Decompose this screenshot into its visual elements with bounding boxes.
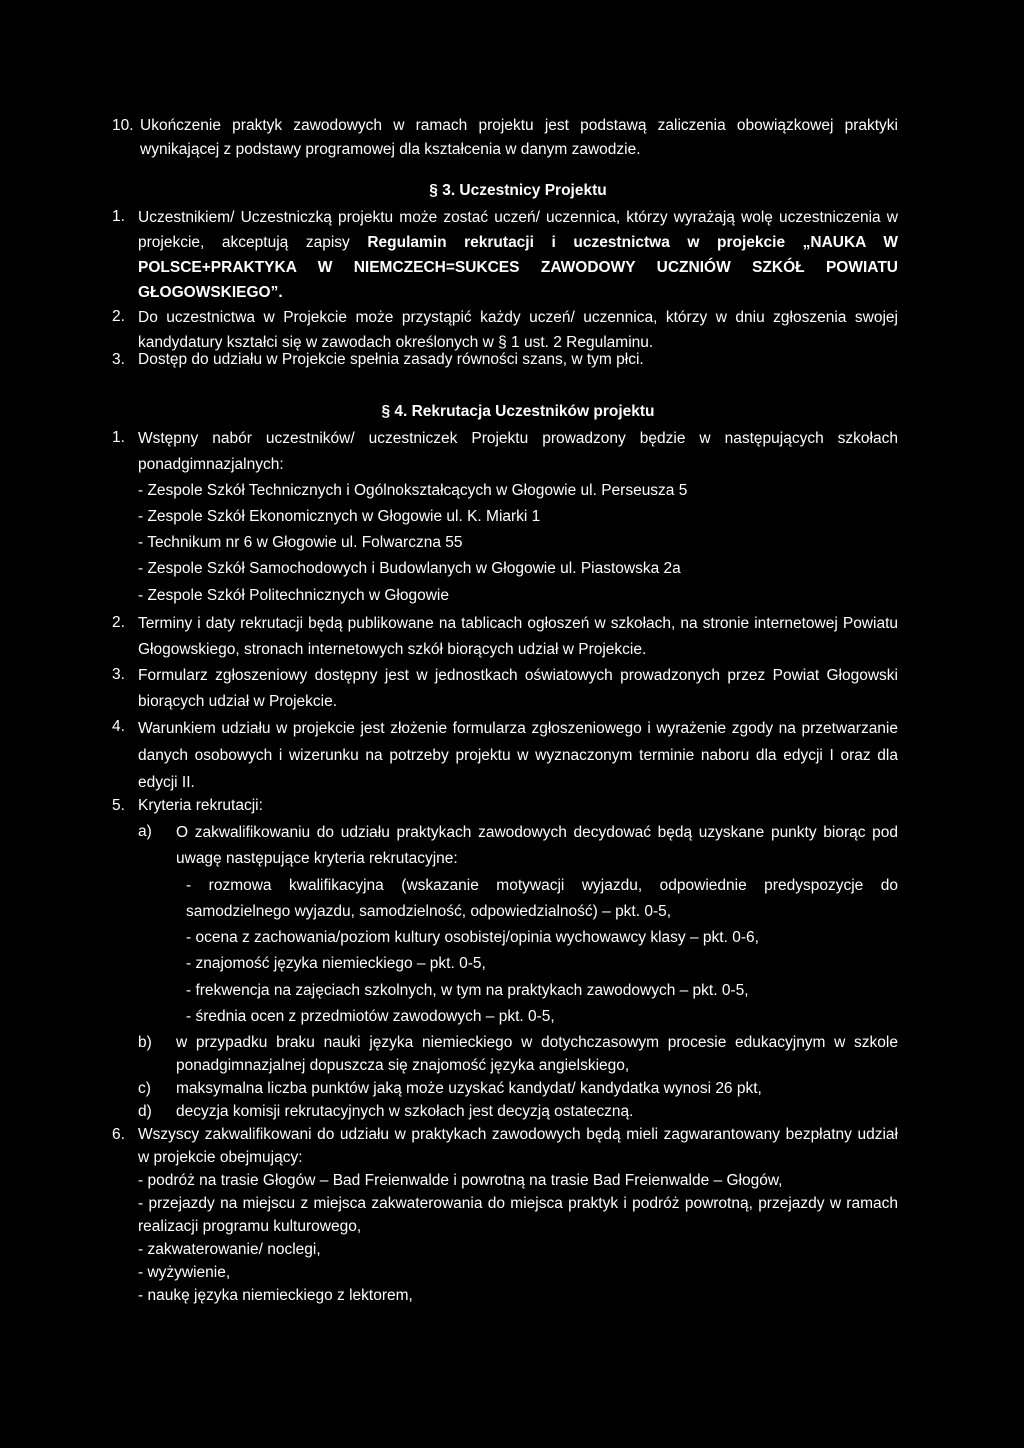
criterion-d: decyzja komisji rekrutacyjnych w szkołach jest decyzją ostateczną.	[176, 1103, 634, 1120]
section-4-paragraph-1: Wstępny nabór uczestników/ uczestniczek Projektu prowadzony będzie w następujących szkołach ponadgimnazjalnych:	[138, 430, 898, 473]
paragraph-text: Uczestnikiem/ Uczestniczką projektu może zostać uczeń/ uczennica, którzy wyrażają wolę uczestniczenia w projekcie, akceptują zapisy	[138, 209, 898, 251]
criterion-b: w przypadku braku nauki języka niemieckiego w dotychczasowym procesie edukacyjnym w szkole ponadgimnazjalnej dopuszcza się znajomość języka angielskiego,	[176, 1034, 898, 1074]
criterion-item: - rozmowa kwalifikacyjna (wskazanie motywacji wyjazdu, odpowiednie predyspozycje do samodzielnego wyjazdu, samodzielność, odpowiedzialność) – pkt. 0-5,	[186, 877, 898, 920]
item-number: 3.	[112, 351, 125, 368]
item-number: 1.	[112, 429, 125, 446]
section-4-paragraph-5: Kryteria rekrutacji:	[138, 797, 263, 814]
criterion-c: maksymalna liczba punktów jaką może uzyskać kandydat/ kandydatka wynosi 26 pkt,	[176, 1080, 762, 1097]
section-4-paragraph-2: Terminy i daty rekrutacji będą publikowane na tablicach ogłoszeń w szkołach, na stronie internetowej Powiatu Głogowskiego, stronach internetowych szkół biorących udział w Projekcie.	[138, 615, 898, 658]
section-4-paragraph-3: Formularz zgłoszeniowy dostępny jest w jednostkach oświatowych prowadzonych przez Powiat Głogowski biorących udział w Projekcie.	[138, 667, 898, 710]
benefit-item: - wyżywienie,	[138, 1264, 231, 1281]
section-3-paragraph-1	[138, 205, 898, 305]
school-list-item: - Technikum nr 6 w Głogowie ul. Folwarczna 55	[138, 534, 463, 551]
benefit-item: - naukę języka niemieckiego z lektorem,	[138, 1287, 413, 1304]
criterion-item: - frekwencja na zajęciach szkolnych, w tym na praktykach zawodowych – pkt. 0-5,	[186, 982, 749, 999]
item-letter: c)	[138, 1080, 151, 1097]
item-number: 6.	[112, 1126, 125, 1143]
criterion-item: - ocena z zachowania/poziom kultury osobistej/opinia wychowawcy klasy – pkt. 0-6,	[186, 929, 759, 946]
benefit-item: - podróż na trasie Głogów – Bad Freienwalde i powrotną na trasie Bad Freienwalde – Głogów,	[138, 1172, 783, 1189]
benefit-item: - zakwaterowanie/ noclegi,	[138, 1241, 321, 1258]
section-3-paragraph-3: Dostęp do udziału w Projekcie spełnia zasady równości szans, w tym płci.	[138, 351, 644, 368]
paragraph-10: Ukończenie praktyk zawodowych w ramach projektu jest podstawą zaliczenia obowiązkowej praktyki wynikającej z podstawy programowej dla kształcenia w danym zawodzie.	[140, 117, 898, 158]
item-number: 4.	[112, 718, 125, 735]
section-4-paragraph-6: Wszyscy zakwalifikowani do udziału w praktykach zawodowych będą mieli zagwarantowany bezpłatny udział w projekcie obejmujący:	[138, 1126, 898, 1166]
section-4-heading: § 4. Rekrutacja Uczestników projektu	[381, 403, 655, 420]
school-list-item: - Zespole Szkół Ekonomicznych w Głogowie ul. K. Miarki 1	[138, 508, 541, 525]
section-4-paragraph-4: Warunkiem udziału w projekcie jest złożenie formularza zgłoszeniowego i wyrażenie zgody na przetwarzanie danych osobowych i wizerunku na potrzeby projektu w wyznaczonym terminie naboru dla edycji I oraz dla edycji II.	[138, 720, 898, 791]
criterion-item: - znajomość języka niemieckiego – pkt. 0-5,	[186, 955, 486, 972]
item-number: 3.	[112, 666, 125, 683]
benefit-item: - przejazdy na miejscu z miejsca zakwaterowania do miejsca praktyk i podróż powrotną, przejazdy w ramach realizacji programu kulturowego,	[138, 1195, 898, 1235]
item-number: 1.	[112, 208, 125, 225]
criterion-item: - średnia ocen z przedmiotów zawodowych – pkt. 0-5,	[186, 1008, 555, 1025]
school-list-item: - Zespole Szkół Technicznych i Ogólnokształcących w Głogowie ul. Perseusza 5	[138, 482, 688, 499]
criterion-a: O zakwalifikowaniu do udziału praktykach zawodowych decydować będą uzyskane punkty biorąc pod uwagę następujące kryteria rekrutacyjne:	[176, 824, 898, 867]
item-number: 2.	[112, 614, 125, 631]
item-letter: d)	[138, 1103, 152, 1120]
regulation-title: Regulamin rekrutacji i uczestnictwa w projekcie „NAUKA W POLSCE+PRAKTYKA W NIEMCZECH=SUKCES ZAWODOWY UCZNIÓW SZKÓŁ POWIATU GŁOGOWSKIEGO”.	[138, 234, 898, 301]
item-letter: b)	[138, 1034, 152, 1051]
school-list-item: - Zespole Szkół Samochodowych i Budowlanych w Głogowie ul. Piastowska 2a	[138, 560, 681, 577]
item-number: 5.	[112, 797, 125, 814]
item-number: 2.	[112, 308, 125, 325]
section-3-heading: § 3. Uczestnicy Projektu	[429, 182, 607, 199]
school-list-item: - Zespole Szkół Politechnicznych w Głogowie	[138, 587, 449, 604]
item-letter: a)	[138, 823, 152, 840]
item-number: 10.	[112, 117, 134, 134]
section-3-paragraph-2: Do uczestnictwa w Projekcie może przystąpić każdy uczeń/ uczennica, którzy w dniu zgłoszenia swojej kandydatury kształci się w zawodach określonych w § 1 ust. 2 Regulaminu.	[138, 309, 898, 351]
